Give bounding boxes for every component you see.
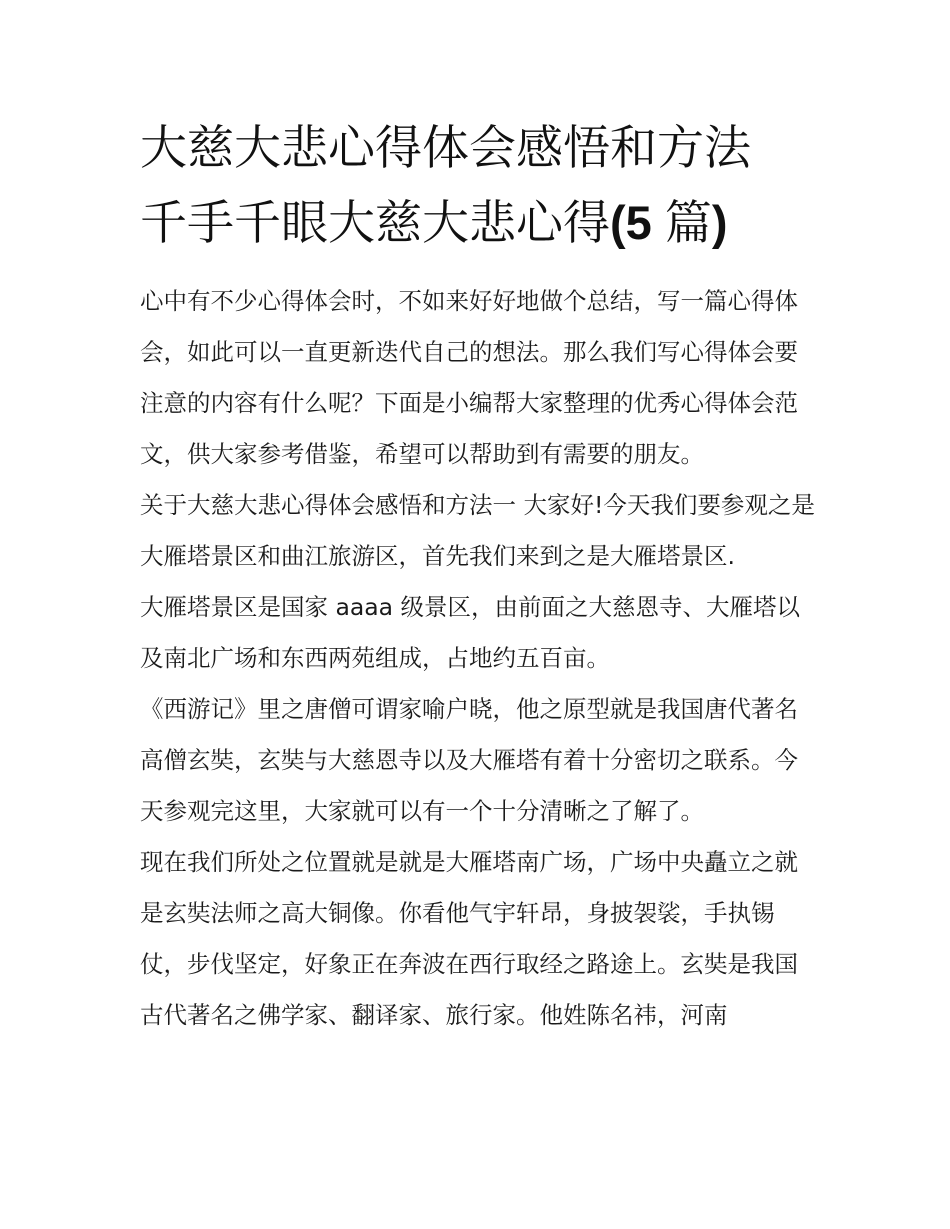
paragraph-section-1: 关于大慈大悲心得体会感悟和方法一 大家好!今天我们要参观之是大雁塔景区和曲江旅游区，首先我们来到之是大雁塔景区. bbox=[140, 491, 815, 570]
document-body bbox=[140, 276, 820, 1041]
paragraph-south-square: 现在我们所处之位置就是就是大雁塔南广场，广场中央矗立之就是玄奘法师之高大铜像。你看他气宇轩昂，身披袈裟，手执锡仗，步伐坚定，好象正在奔波在西行取经之路途上。玄奘是我国古代著名之佛学家、翻译家、旅行家。他姓陈名祎，河南 bbox=[140, 848, 798, 1029]
paragraph-intro: 心中有不少心得体会时，不如来好好地做个总结，写一篇心得体会，如此可以一直更新迭代自己的想法。那么我们写心得体会要注意的内容有什么呢？下面是小编帮大家整理的优秀心得体会范文，供大家参考借鉴，希望可以帮助到有需要的朋友。 bbox=[140, 287, 798, 468]
title-count-unit: 篇 bbox=[664, 196, 712, 251]
paragraph-scenic-area: 大雁塔景区是国家 aaaa 级景区，由前面之大慈恩寺、大雁塔以及南北广场和东西两苑组成，占地约五百亩。 bbox=[140, 593, 801, 672]
title-count-close: ) bbox=[711, 196, 728, 249]
paragraph-xuanzang: 《西游记》里之唐僧可谓家喻户晓，他之原型就是我国唐代著名高僧玄奘，玄奘与大慈恩寺以及大雁塔有着十分密切之联系。今天参观完这里，大家就可以有一个十分清晰之了解了。 bbox=[140, 695, 798, 825]
title-line-2: 千手千眼大慈大悲心得 bbox=[140, 196, 610, 251]
document-title bbox=[140, 112, 830, 261]
title-line-1: 大慈大悲心得体会感悟和方法 bbox=[140, 121, 751, 176]
title-count-open: (5 bbox=[610, 196, 665, 249]
